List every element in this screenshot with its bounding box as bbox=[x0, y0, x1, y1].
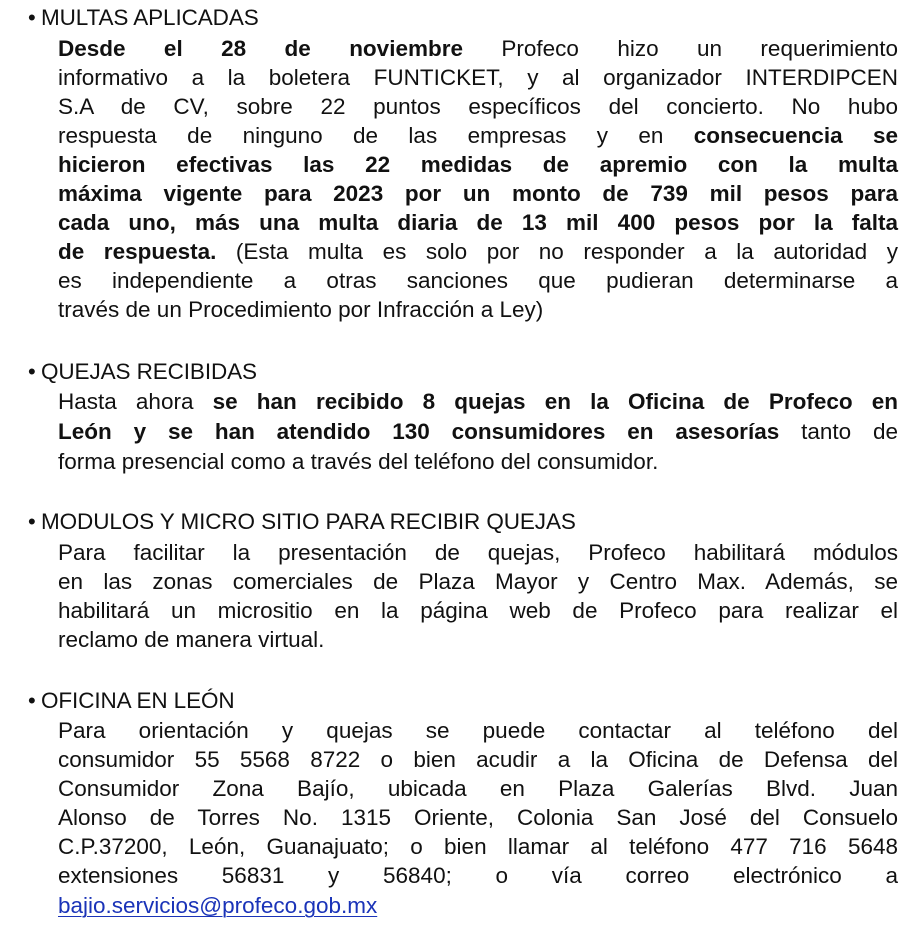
paragraph-line: León y se han atendido 130 consumidores en asesorías tanto de bbox=[58, 419, 898, 444]
bullet-icon: • bbox=[28, 688, 36, 713]
paragraph-line: hicieron efectivas las 22 medidas de apremio con la multa bbox=[58, 152, 898, 177]
paragraph-line: forma presencial como a través del teléfono del consumidor. bbox=[58, 449, 659, 474]
paragraph-line: informativo a la boletera FUNTICKET, y al organizador INTERDIPCEN bbox=[58, 65, 898, 90]
paragraph-line: reclamo de manera virtual. bbox=[58, 627, 325, 652]
paragraph-line: habilitará un micrositio en la página web de Profeco para realizar el bbox=[58, 598, 898, 623]
paragraph-line: de respuesta. (Esta multa es solo por no responder a la autoridad y bbox=[58, 239, 898, 264]
paragraph-line: C.P.37200, León, Guanajuato; o bien llamar al teléfono 477 716 5648 bbox=[58, 834, 898, 859]
paragraph-line: es independiente a otras sanciones que pudieran determinarse a bbox=[58, 268, 898, 293]
paragraph-line: cada uno, más una multa diaria de 13 mil 400 pesos por la falta bbox=[58, 210, 898, 235]
paragraph-line: en las zonas comerciales de Plaza Mayor y Centro Max. Además, se bbox=[58, 569, 898, 594]
paragraph-line: respuesta de ninguno de las empresas y en consecuencia se bbox=[58, 123, 898, 148]
section-heading: • OFICINA EN LEÓN bbox=[28, 686, 235, 716]
section-heading: • QUEJAS RECIBIDAS bbox=[28, 357, 257, 387]
paragraph-line: través de un Procedimiento por Infracción a Ley) bbox=[58, 297, 544, 322]
bullet-icon: • bbox=[28, 359, 36, 384]
paragraph-line: consumidor 55 5568 8722 o bien acudir a la Oficina de Defensa del bbox=[58, 747, 898, 772]
paragraph-line: Alonso de Torres No. 1315 Oriente, Colonia San José del Consuelo bbox=[58, 805, 898, 830]
paragraph-line: Consumidor Zona Bajío, ubicada en Plaza Galerías Blvd. Juan bbox=[58, 776, 898, 801]
bullet-icon: • bbox=[28, 509, 36, 534]
paragraph-line: máxima vigente para 2023 por un monto de 739 mil pesos para bbox=[58, 181, 898, 206]
section-heading: • MULTAS APLICADAS bbox=[28, 3, 259, 33]
paragraph-line bbox=[58, 891, 898, 921]
email-link[interactable]: bajio.servicios@profeco.gob.mx bbox=[58, 893, 378, 918]
paragraph-line: Para facilitar la presentación de quejas, Profeco habilitará módulos bbox=[58, 540, 898, 565]
section-heading: • MODULOS Y MICRO SITIO PARA RECIBIR QUEJAS bbox=[28, 507, 576, 537]
paragraph-line: Para orientación y quejas se puede contactar al teléfono del bbox=[58, 718, 898, 743]
bullet-icon: • bbox=[28, 5, 36, 30]
paragraph-line: S.A de CV, sobre 22 puntos específicos del concierto. No hubo bbox=[58, 94, 898, 119]
paragraph-line: Desde el 28 de noviembre Profeco hizo un requerimiento bbox=[58, 36, 899, 61]
paragraph-line: extensiones 56831 y 56840; o vía correo electrónico a bbox=[58, 863, 898, 888]
paragraph-line: Hasta ahora se han recibido 8 quejas en la Oficina de Profeco en bbox=[58, 389, 898, 414]
